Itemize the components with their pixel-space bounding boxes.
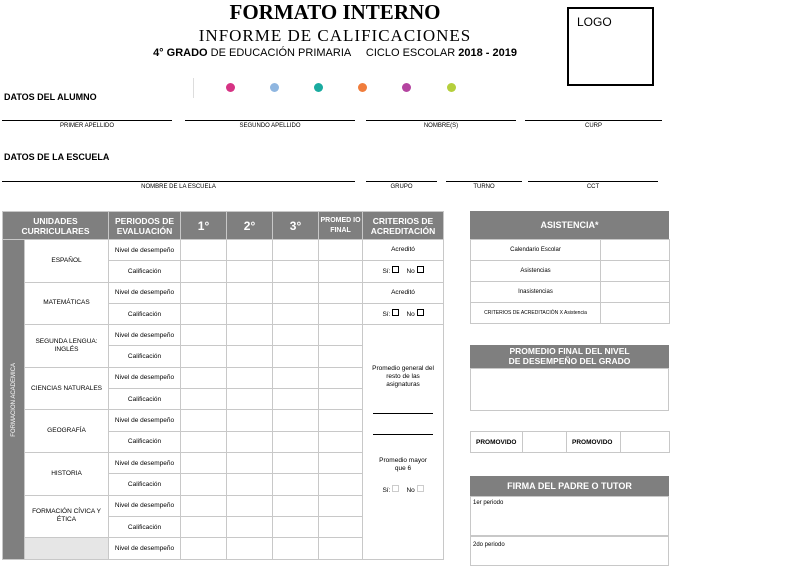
- grade-cell[interactable]: [227, 282, 273, 303]
- general-average-label: Promedio general del resto de las asignaturas: [372, 365, 434, 389]
- color-dot: [402, 83, 411, 92]
- attendance-label: Inasistencias: [471, 282, 601, 303]
- grade-cell[interactable]: [273, 410, 319, 431]
- higher-average-label: Promedio mayor que 6: [379, 457, 427, 473]
- no-checkbox[interactable]: [417, 266, 424, 273]
- curp-label: CURP: [584, 123, 602, 129]
- subject-name: SEGUNDA LENGUA: INGLÉS: [25, 325, 109, 368]
- signature-box-1[interactable]: [470, 496, 669, 536]
- period-row-label: Calificación: [109, 261, 181, 282]
- grade-cell[interactable]: [319, 410, 363, 431]
- si-label: Sí: [382, 268, 389, 276]
- grade-cell[interactable]: [319, 389, 363, 410]
- criteria-rest: [363, 325, 444, 560]
- group-label: GRUPO: [390, 184, 413, 190]
- final-average-box[interactable]: [470, 368, 669, 411]
- grade-cell[interactable]: [227, 325, 273, 346]
- attendance-row: [471, 240, 670, 261]
- criteria-si-no: Sí: No: [363, 303, 444, 324]
- si-label: Sí: [382, 487, 389, 495]
- attendance-label: CRITERIOS DE ACREDITACIÓN X Asistencia: [471, 303, 601, 324]
- grade-cell[interactable]: [273, 303, 319, 324]
- period-row-label: Calificación: [109, 303, 181, 324]
- grade-cell[interactable]: [227, 431, 273, 452]
- grade-cell[interactable]: [319, 495, 363, 516]
- grade-cell[interactable]: [181, 367, 227, 388]
- grade-cell[interactable]: [319, 474, 363, 495]
- period-row-label: Nivel de desempeño: [109, 410, 181, 431]
- period-row-label: Nivel de desempeño: [109, 282, 181, 303]
- grade-cell[interactable]: [227, 452, 273, 473]
- grade-cell[interactable]: [319, 346, 363, 367]
- color-dot: [314, 83, 323, 92]
- criteria-si-no: Sí: No: [363, 485, 443, 495]
- period-1-label: 1er periodo: [473, 500, 504, 506]
- header-units: UNIDADES CURRICULARES: [3, 212, 109, 240]
- subject-name: MATEMÁTICAS: [25, 282, 109, 325]
- cct-label: CCT: [586, 184, 600, 190]
- grade-cell[interactable]: [181, 474, 227, 495]
- field-line: [185, 120, 355, 121]
- field-line: [528, 181, 658, 182]
- logo-box: LOGO: [567, 7, 654, 86]
- vertical-label-cell: [3, 240, 25, 560]
- signature-title: FIRMA DEL PADRE O TUTOR: [470, 476, 669, 496]
- subject-name: GEOGRAFÍA: [25, 410, 109, 453]
- field-line: [366, 181, 437, 182]
- attendance-row: [471, 303, 670, 324]
- promoted-label: PROMOVIDO: [567, 432, 621, 453]
- divider: [193, 78, 194, 98]
- grades-table: [2, 211, 444, 560]
- header-final-average: PROMED IO FINAL: [319, 212, 363, 240]
- field-line: [2, 181, 355, 182]
- signature-box-2[interactable]: [470, 536, 669, 566]
- field-line: [446, 181, 522, 182]
- no-label: No: [406, 487, 415, 495]
- no-label: No: [406, 311, 415, 319]
- subject-name: CIENCIAS NATURALES: [25, 367, 109, 410]
- grade-cell[interactable]: [319, 240, 363, 261]
- grade-cell[interactable]: [181, 303, 227, 324]
- grade-cell[interactable]: [273, 346, 319, 367]
- second-surname-label: SEGUNDO APELLIDO: [239, 123, 301, 129]
- si-checkbox[interactable]: [392, 485, 399, 492]
- grade-cell[interactable]: [227, 303, 273, 324]
- attendance-row: [471, 261, 670, 282]
- school-name-label: NOMBRE DE LA ESCUELA: [141, 184, 216, 190]
- final-average-title-line2: DE DESEMPEÑO DEL GRADO: [508, 356, 631, 366]
- level-text: DE EDUCACIÓN PRIMARIA: [210, 47, 351, 59]
- grade-cell[interactable]: [227, 240, 273, 261]
- attendance-table: [470, 239, 670, 324]
- table-row: [3, 282, 444, 303]
- table-row: [3, 240, 444, 261]
- grade-cell[interactable]: [273, 325, 319, 346]
- grade-cell[interactable]: [227, 367, 273, 388]
- grade-cell[interactable]: [181, 516, 227, 537]
- grade-cell[interactable]: [227, 474, 273, 495]
- grade-cell[interactable]: [181, 538, 227, 560]
- page-title: FORMATO INTERNO: [229, 0, 441, 24]
- grade-cell[interactable]: [319, 516, 363, 537]
- names-label: NOMBRE(S): [423, 123, 459, 129]
- final-average-title: [470, 345, 669, 368]
- header-period-1: 1°: [181, 212, 227, 240]
- grade-cell[interactable]: [273, 240, 319, 261]
- grade-text: 4° GRADO: [153, 47, 208, 59]
- si-label: Sí: [382, 311, 389, 319]
- promoted-cell[interactable]: [621, 432, 670, 453]
- vertical-label: FORMACIÓN ACADÉMICA: [10, 362, 17, 437]
- field-line: [2, 120, 172, 121]
- attendance-value[interactable]: [601, 303, 670, 324]
- grade-cell[interactable]: [273, 452, 319, 473]
- grade-cell[interactable]: [227, 261, 273, 282]
- grade-cell[interactable]: [181, 261, 227, 282]
- grade-cell[interactable]: [181, 346, 227, 367]
- period-row-label: Nivel de desempeño: [109, 495, 181, 516]
- grade-cell[interactable]: [227, 538, 273, 560]
- grade-cell[interactable]: [227, 410, 273, 431]
- grade-cell[interactable]: [181, 410, 227, 431]
- grade-cell[interactable]: [181, 431, 227, 452]
- grade-cell[interactable]: [227, 495, 273, 516]
- grade-cell[interactable]: [227, 389, 273, 410]
- attendance-value[interactable]: [601, 261, 670, 282]
- grade-cell[interactable]: [273, 389, 319, 410]
- grade-cell[interactable]: [319, 538, 363, 560]
- color-dot: [270, 83, 279, 92]
- promoted-table: [470, 431, 670, 453]
- color-dot: [447, 83, 456, 92]
- grade-cell[interactable]: [181, 495, 227, 516]
- no-label: No: [406, 268, 415, 276]
- period-row-label: Calificación: [109, 474, 181, 495]
- grade-cell[interactable]: [181, 325, 227, 346]
- cycle-value: 2018 - 2019: [458, 47, 517, 59]
- grade-cell[interactable]: [319, 367, 363, 388]
- criteria-acredito: Acreditó: [363, 282, 444, 303]
- grade-cell[interactable]: [227, 516, 273, 537]
- color-dot: [226, 83, 235, 92]
- no-checkbox[interactable]: [417, 309, 424, 316]
- field-line: [525, 120, 662, 121]
- grade-cell[interactable]: [319, 452, 363, 473]
- header-periods: PERIODOS DE EVALUACIÓN: [109, 212, 181, 240]
- attendance-label: Asistencias: [471, 261, 601, 282]
- header-criteria: CRITERIOS DE ACREDITACIÓN: [363, 212, 444, 240]
- promoted-cell[interactable]: [523, 432, 567, 453]
- grade-cell[interactable]: [273, 538, 319, 560]
- grade-cell[interactable]: [181, 452, 227, 473]
- period-row-label: Nivel de desempeño: [109, 367, 181, 388]
- shift-label: TURNO: [473, 184, 495, 190]
- grade-cell[interactable]: [273, 282, 319, 303]
- attendance-row: [471, 282, 670, 303]
- grade-cell[interactable]: [273, 431, 319, 452]
- color-dot: [358, 83, 367, 92]
- si-checkbox[interactable]: [392, 309, 399, 316]
- page-subtitle: INFORME DE CALIFICACIONES: [198, 26, 472, 45]
- grade-cell[interactable]: [273, 261, 319, 282]
- attendance-label: Calendario Escolar: [471, 240, 601, 261]
- grade-cell[interactable]: [181, 282, 227, 303]
- criteria-si-no: Sí: No: [363, 261, 444, 282]
- period-row-label: Nivel de desempeño: [109, 240, 181, 261]
- header-period-3: 3°: [273, 212, 319, 240]
- subject-name: [25, 538, 109, 560]
- grade-cell[interactable]: [319, 261, 363, 282]
- subject-name: FORMACIÓN CÍVICA Y ÉTICA: [25, 495, 109, 538]
- period-row-label: Nivel de desempeño: [109, 538, 181, 560]
- period-row-label: Calificación: [109, 431, 181, 452]
- grade-cell[interactable]: [319, 431, 363, 452]
- period-row-label: Calificación: [109, 389, 181, 410]
- grade-cell[interactable]: [181, 240, 227, 261]
- grade-cell[interactable]: [273, 516, 319, 537]
- attendance-value[interactable]: [601, 240, 670, 261]
- period-row-label: Calificación: [109, 516, 181, 537]
- grade-cell[interactable]: [319, 303, 363, 324]
- grade-cell[interactable]: [227, 346, 273, 367]
- period-row-label: Calificación: [109, 346, 181, 367]
- si-checkbox[interactable]: [392, 266, 399, 273]
- final-average-title-line1: PROMEDIO FINAL DEL NIVEL: [509, 346, 630, 356]
- grade-cell[interactable]: [181, 389, 227, 410]
- no-checkbox[interactable]: [417, 485, 424, 492]
- subject-name: HISTORIA: [25, 452, 109, 495]
- school-section-title: DATOS DE LA ESCUELA: [4, 152, 110, 162]
- grade-cell[interactable]: [319, 325, 363, 346]
- attendance-title: ASISTENCIA*: [470, 211, 669, 239]
- period-2-label: 2do periodo: [473, 542, 505, 548]
- period-row-label: Nivel de desempeño: [109, 452, 181, 473]
- student-section-title: DATOS DEL ALUMNO: [4, 92, 97, 102]
- grade-cell[interactable]: [319, 282, 363, 303]
- attendance-value[interactable]: [601, 282, 670, 303]
- criteria-acredito: Acreditó: [363, 240, 444, 261]
- table-row: [3, 325, 444, 346]
- subject-name: ESPAÑOL: [25, 240, 109, 283]
- grade-cell[interactable]: [273, 367, 319, 388]
- cycle-label: CICLO ESCOLAR: [365, 47, 456, 59]
- first-surname-label: PRIMER APELLIDO: [59, 123, 115, 129]
- grade-cell[interactable]: [273, 474, 319, 495]
- period-row-label: Nivel de desempeño: [109, 325, 181, 346]
- field-line: [366, 120, 516, 121]
- header-period-2: 2°: [227, 212, 273, 240]
- promoted-label: PROMOVIDO: [471, 432, 523, 453]
- grade-cell[interactable]: [273, 495, 319, 516]
